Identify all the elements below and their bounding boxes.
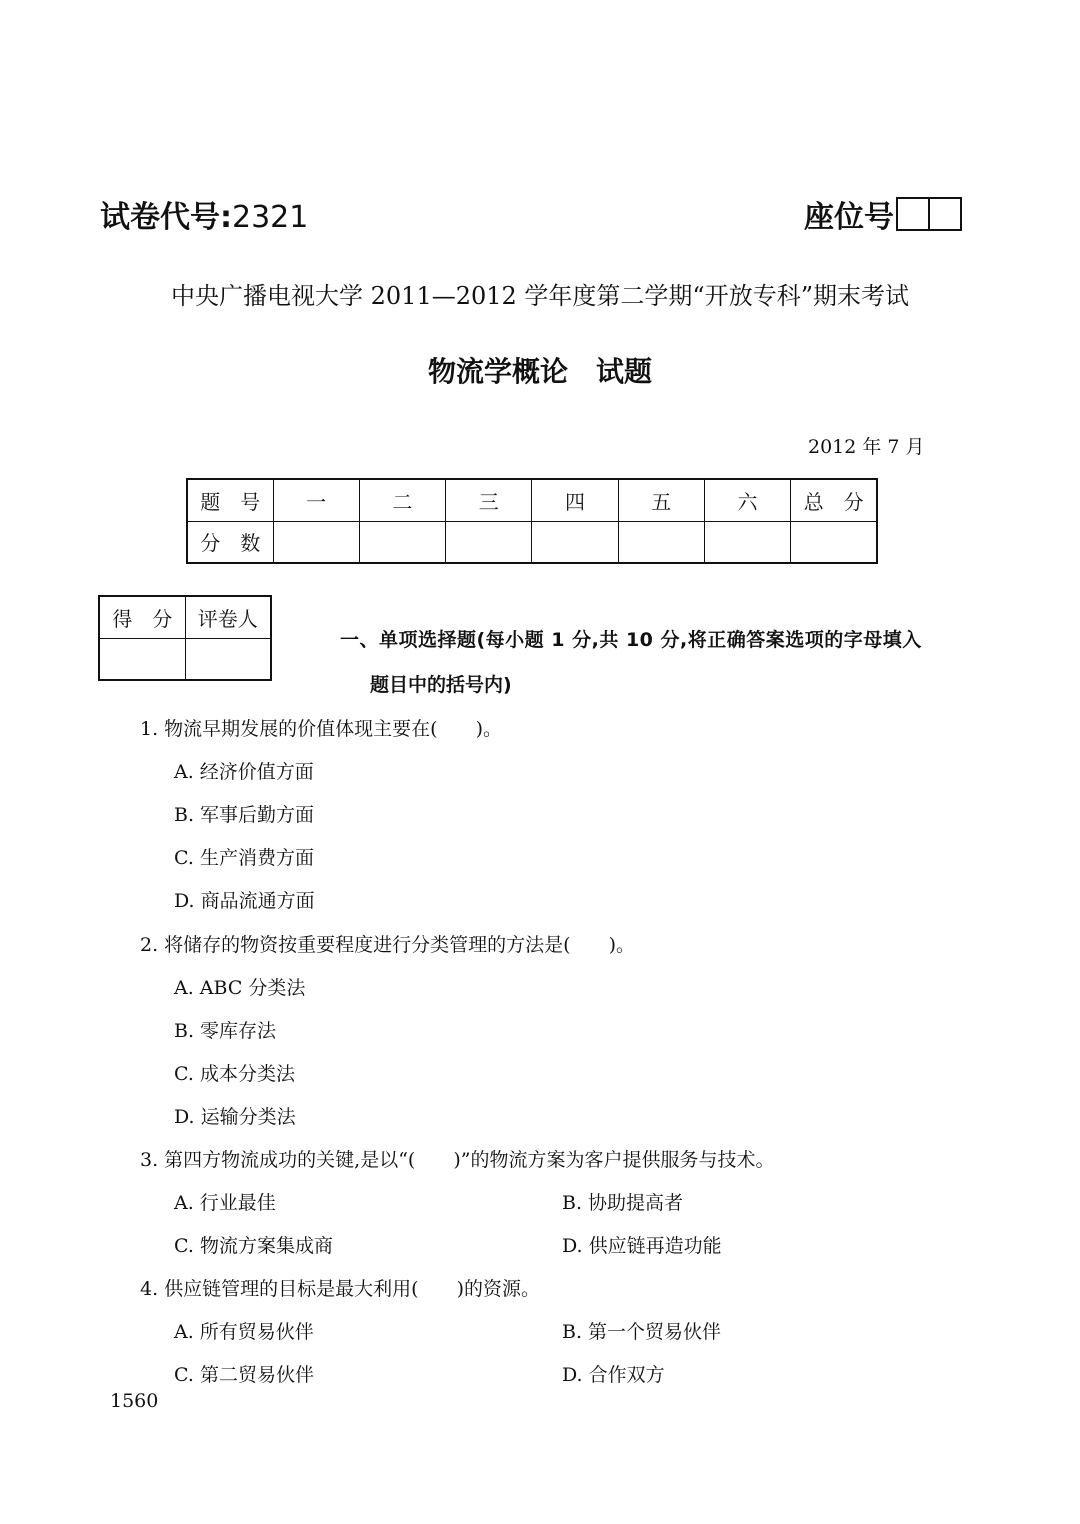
- exam-date: 2012 年 7 月: [808, 436, 925, 458]
- score-cell: [446, 521, 532, 563]
- question-option: B. 协助提高者: [562, 1192, 684, 1214]
- score-table-header: 题 号: [187, 479, 273, 521]
- score-cell: [359, 521, 445, 563]
- seat-number-box: [896, 197, 962, 231]
- score-table-header: 一: [273, 479, 359, 521]
- exam-code-value: 2321: [232, 200, 309, 235]
- question-option: D. 供应链再造功能: [562, 1235, 722, 1257]
- question-option: A. ABC 分类法: [174, 977, 306, 999]
- seat-number: [804, 192, 962, 236]
- score-cell: [273, 521, 359, 563]
- score-cell: [618, 521, 704, 563]
- page-number: 1560: [110, 1390, 159, 1412]
- question-stem: 3. 第四方物流成功的关键,是以“( )”的物流方案为客户提供服务与技术。: [140, 1149, 775, 1171]
- question-option: C. 第二贸易伙伴: [174, 1364, 314, 1386]
- question-stem: 2. 将储存的物资按重要程度进行分类管理的方法是( )。: [140, 934, 635, 956]
- score-table-header: 总 分: [791, 479, 877, 521]
- score-table-header: 六: [704, 479, 790, 521]
- question-stem: 1. 物流早期发展的价值体现主要在( )。: [140, 718, 502, 740]
- question-option: A. 行业最佳: [174, 1192, 276, 1214]
- section-title: 一、单项选择题(每小题 1 分,共 10 分,将正确答案选项的字母填入: [340, 629, 922, 651]
- exam-code: [100, 192, 308, 236]
- question-option: D. 运输分类法: [174, 1106, 296, 1128]
- score-table-header: 三: [446, 479, 532, 521]
- question-option: C. 生产消费方面: [174, 847, 314, 869]
- score-table: [186, 478, 878, 564]
- question-option: A. 经济价值方面: [174, 761, 314, 783]
- question-option: D. 商品流通方面: [174, 890, 315, 912]
- question-option: B. 第一个贸易伙伴: [562, 1321, 722, 1343]
- section-title-continued: 题目中的括号内): [370, 674, 512, 696]
- score-cell: [791, 521, 877, 563]
- score-table-row-label: 分 数: [187, 521, 273, 563]
- grader-score-cell: [99, 638, 185, 680]
- exam-code-label: 试卷代号:: [100, 200, 232, 235]
- seat-cell: [928, 199, 960, 229]
- question-option: C. 成本分类法: [174, 1063, 295, 1085]
- grader-table: [98, 595, 272, 681]
- seat-number-label: 座位号: [804, 200, 894, 235]
- question-option: A. 所有贸易伙伴: [174, 1321, 314, 1343]
- question-option: B. 零库存法: [174, 1020, 277, 1042]
- question-option: D. 合作双方: [562, 1364, 665, 1386]
- score-table-header: 五: [618, 479, 704, 521]
- score-table-score-row: [187, 521, 877, 563]
- question-stem: 4. 供应链管理的目标是最大利用( )的资源。: [140, 1278, 540, 1300]
- grader-score-label: 得 分: [99, 596, 185, 638]
- score-cell: [704, 521, 790, 563]
- score-table-header: 四: [532, 479, 618, 521]
- score-table-header: 二: [359, 479, 445, 521]
- subject-title: 物流学概论 试题: [427, 355, 652, 388]
- exam-title: 中央广播电视大学 2011—2012 学年度第二学期“开放专科”期末考试: [171, 282, 909, 310]
- score-cell: [532, 521, 618, 563]
- seat-cell: [898, 199, 928, 229]
- question-option: B. 军事后勤方面: [174, 804, 315, 826]
- grader-name-cell: [185, 638, 271, 680]
- question-option: C. 物流方案集成商: [174, 1235, 333, 1257]
- score-table-header-row: [187, 479, 877, 521]
- grader-name-label: 评卷人: [185, 596, 271, 638]
